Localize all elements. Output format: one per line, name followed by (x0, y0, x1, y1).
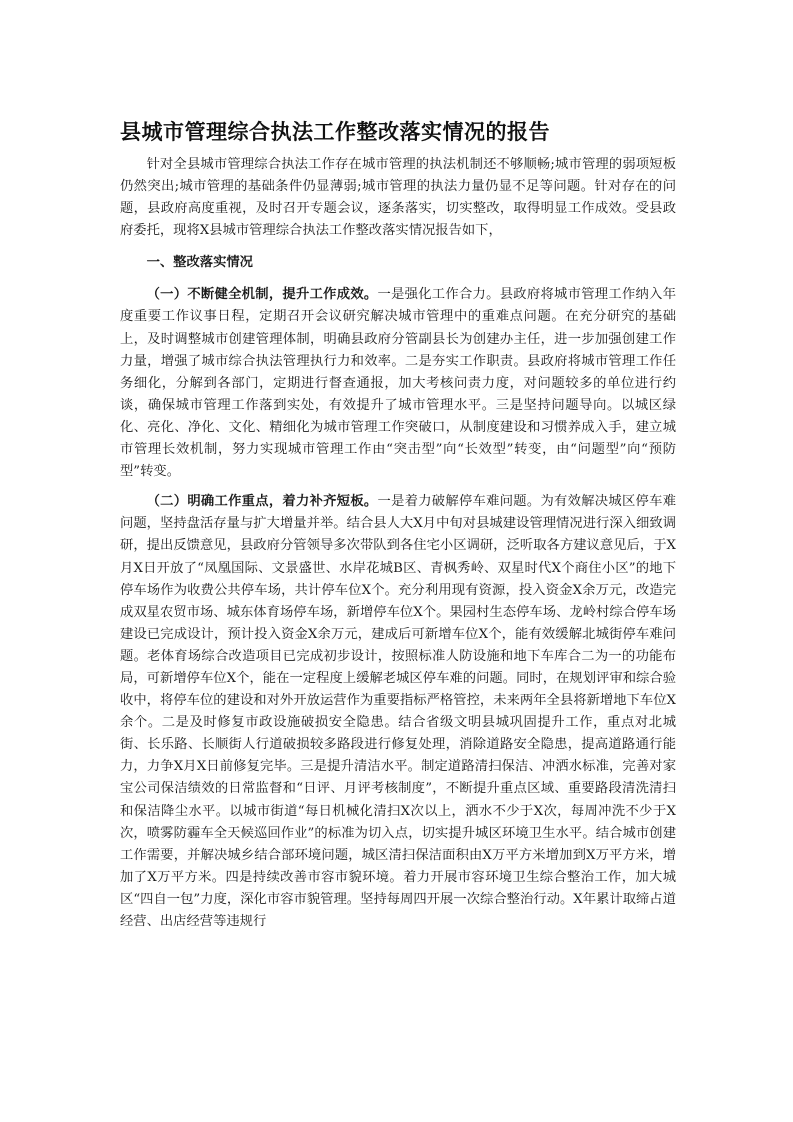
paragraph-gap (120, 483, 676, 491)
subsection-2-paragraph (120, 491, 676, 933)
document-title: 县城市管理综合执法工作整改落实情况的报告 (120, 120, 550, 144)
subsection-2-heading: （二）明确工作重点，着力补齐短板。 (146, 494, 378, 510)
subsection-1-paragraph (120, 284, 676, 483)
subsection-1-heading: （一）不断健全机制，提升工作成效。 (146, 287, 378, 303)
subsection-1-body: 一是强化工作合力。县政府将城市管理工作纳入年度重要工作议事日程，定期召开会议研究解决城市管理中的重难点问题。在充分研究的基础上，及时调整城市创建管理体制，明确县政府分管副县长为创建办主任，进一步加强创建工作力量，增强了城市综合执法管理执行力和效率。二是夯实工作职责。县政府将城市管理工作任务细化，分解到各部门，定期进行督查通报，加大考核问责力度，对问题较多的单位进行约谈，确保城市管理工作落到实处，有效提升了城市管理水平。三是坚持问题导向。以城区绿化、亮化、净化、文化、精细化为城市管理工作突破口，从制度建设和习惯养成入手，建立城市管理长效机制，努力实现城市管理工作由“突击型”向“长效型”转变，由“问题型”向“预防型”转变。 (120, 287, 676, 480)
section-heading: 一、整改落实情况 (146, 255, 253, 271)
intro-paragraph: 针对全县城市管理综合执法工作存在城市管理的执法机制还不够顺畅;城市管理的弱项短板仍然突出;城市管理的基础条件仍显薄弱;城市管理的执法力量仍显不足等问题。针对存在的问题，县政府高度重视，及时召开专题会议，逐条落实，切实整改，取得明显工作成效。受县政府委托，现将X县城市管理综合执法工作整改落实情况报告如下， (120, 157, 676, 239)
document-page (120, 118, 676, 933)
subsection-2-body: 一是着力破解停车难问题。为有效解决城区停车难问题，坚持盘活存量与扩大增量并举。结合县人大X月中旬对县城建设管理情况进行深入细致调研，提出反馈意见，县政府分管领导多次带队到各住宅小区调研，泛听取各方建议意见后，于X月X日开放了“凤凰国际、文景盛世、水岸花城B区、青枫秀岭、双星时代X个商住小区”的地下停车场作为收费公共停车场，共计停车位X个。充分利用现有资源，投入资金X余万元，改造完成双星农贸市场、城东体育场停车场，新增停车位X个。果园村生态停车场、龙岭村综合停车场建设已完成设计，预计投入资金X余万元，建成后可新增车位X个，能有效缓解北城街停车难问题。老体育场综合改造项目已完成初步设计，按照标准人防设施和地下车库合二为一的功能布局，可新增停车位X个，能在一定程度上缓解老城区停车难的问题。同时，在规划评审和综合验收中，将停车位的建设和对外开放运营作为重要指标严格管控，未来两年全县将新增地下车位X余个。二是及时修复市政设施破损安全隐患。结合省级文明县城巩固提升工作，重点对北城街、长乐路、长顺街人行道破损较多路段进行修复处理，消除道路安全隐患，提高道路通行能力，力争X月X日前修复完毕。三是提升清洁水平。制定道路清扫保洁、冲洒水标准，完善对家宝公司保洁绩效的日常监督和“日评、月评考核制度”，不断提升重点区域、重要路段清洗清扫和保洁降尘水平。以城市街道“每日机械化清扫X次以上，洒水不少于X次，每周冲洗不少于X次，喷雾防霾车全天候巡回作业”的标准为切入点，切实提升城区环境卫生水平。结合城市创建工作需要，并解决城乡结合部环境问题，城区清扫保洁面积由X万平方米增加到X万平方米，增加了X万平方米。四是持续改善市容市貌环境。着力开展市容环境卫生综合整治工作，加大城区“四自一包”力度，深化市容市貌管理。坚持每周四开展一次综合整治行动。X年累计取缔占道经营、出店经营等违规行 (120, 494, 676, 929)
